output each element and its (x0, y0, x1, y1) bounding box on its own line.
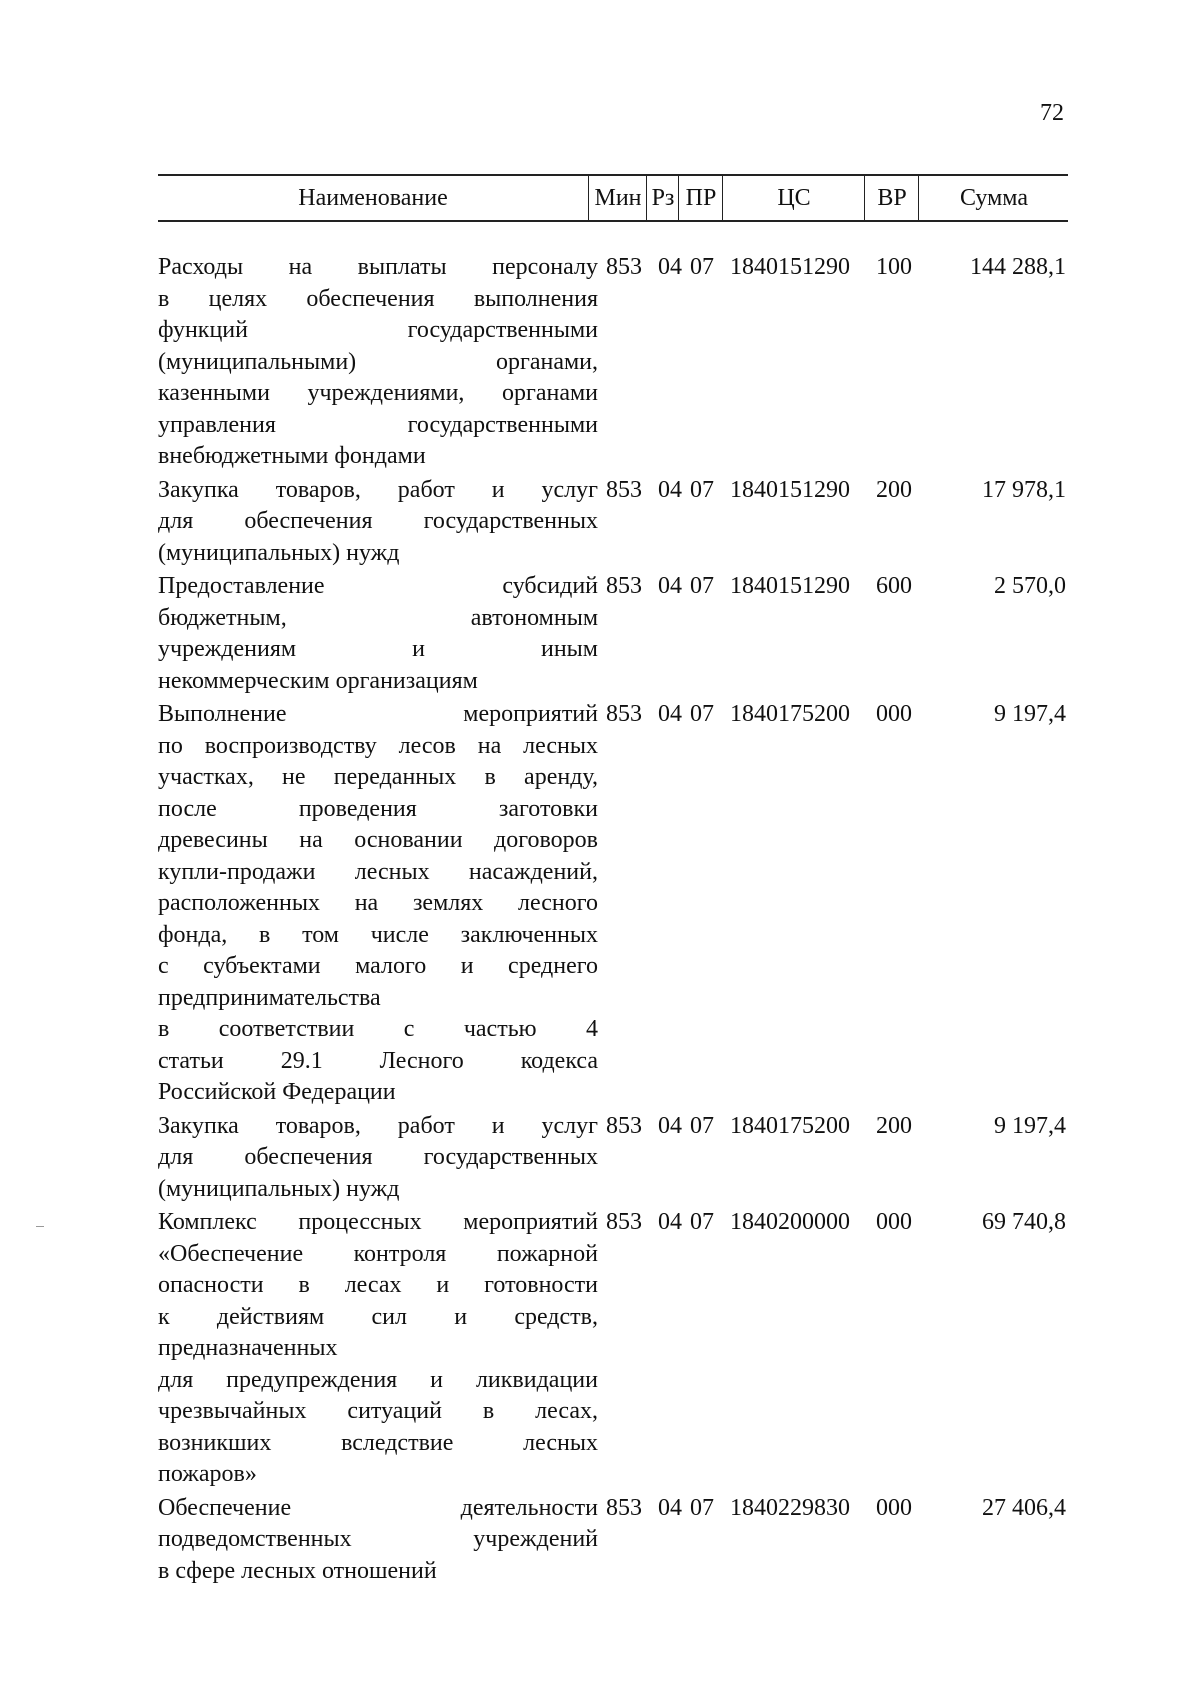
table-row (158, 475, 1068, 570)
row-cs: 1840151290 (730, 573, 850, 599)
row-name-line: (муниципальных) нужд (158, 539, 400, 566)
row-name-line: в сфере лесных отношений (158, 1557, 437, 1584)
row-rz: 04 (658, 701, 682, 727)
row-name-line: функций государственными (158, 317, 598, 343)
row-name-line: Комплекс процессных мероприятий (158, 1209, 598, 1235)
row-name-line: для обеспечения государственных (158, 508, 598, 534)
row-name-line: предназначенных (158, 1335, 338, 1361)
row-name-line: внебюджетными фондами (158, 443, 426, 469)
row-pr: 07 (690, 573, 714, 599)
row-sum: 27 406,4 (982, 1494, 1066, 1521)
table-row (158, 1493, 1068, 1588)
row-pr: 07 (690, 1209, 714, 1235)
header-name: Наименование (298, 185, 448, 211)
row-name-line: (муниципальными) органами, (158, 348, 598, 375)
row-name-line: Закупка товаров, работ и услуг (158, 1112, 598, 1139)
row-rz: 04 (658, 573, 682, 599)
row-name-line: некоммерческим организациям (158, 667, 478, 694)
row-name-line: управления государственными (158, 411, 598, 438)
row-pr: 07 (690, 254, 714, 280)
header-divider (588, 176, 589, 220)
row-name-line: Выполнение мероприятий (158, 701, 598, 727)
row-rz: 04 (658, 1494, 682, 1521)
row-name-line: «Обеспечение контроля пожарной (158, 1240, 598, 1267)
table-row (158, 252, 1068, 473)
row-sum: 2 570,0 (994, 573, 1066, 599)
header-sum: Сумма (960, 185, 1028, 211)
header-rz: Рз (651, 185, 675, 211)
row-name-line: пожаров» (158, 1461, 257, 1487)
row-name-line: Предоставление субсидий (158, 573, 598, 599)
header-min: Мин (594, 185, 642, 211)
row-name-line: учреждениям и иным (158, 636, 598, 662)
row-vr: 000 (876, 1494, 912, 1521)
row-name (158, 475, 598, 570)
row-name-line: древесины на основании договоров (158, 827, 598, 853)
row-name (158, 252, 598, 473)
header-cs: ЦС (777, 185, 811, 211)
row-cs: 1840175200 (730, 701, 850, 727)
row-name-line: статьи 29.1 Лесного кодекса (158, 1047, 598, 1074)
header-divider (918, 176, 919, 220)
row-vr: 000 (876, 1209, 912, 1235)
row-sum: 69 740,8 (982, 1209, 1066, 1235)
row-rz: 04 (658, 254, 682, 280)
row-cs: 1840200000 (730, 1209, 850, 1235)
row-name-line: для предупреждения и ликвидации (158, 1366, 598, 1393)
row-name (158, 699, 598, 1109)
row-pr: 07 (690, 1494, 714, 1521)
row-name-line: в целях обеспечения выполнения (158, 285, 598, 312)
row-min: 853 (606, 1209, 642, 1235)
row-name-line: бюджетным, автономным (158, 604, 598, 631)
header-divider (864, 176, 865, 220)
row-vr: 000 (876, 701, 912, 727)
row-name-line: участках, не переданных в аренду, (158, 764, 598, 790)
scan-artifact (36, 1226, 44, 1227)
row-name-line: купли-продажи лесных насаждений, (158, 858, 598, 885)
row-min: 853 (606, 1494, 642, 1521)
row-name-line: предпринимательства (158, 984, 381, 1011)
header-divider (646, 176, 647, 220)
row-vr: 600 (876, 573, 912, 599)
row-name (158, 1207, 598, 1491)
header-pr: ПР (685, 185, 717, 211)
row-name-line: после проведения заготовки (158, 795, 598, 822)
row-name-line: Расходы на выплаты персоналу (158, 254, 598, 280)
row-sum: 17 978,1 (982, 476, 1066, 503)
page-number: 72 (1040, 100, 1064, 126)
row-pr: 07 (690, 1112, 714, 1139)
row-name-line: для обеспечения государственных (158, 1144, 598, 1170)
table-row (158, 699, 1068, 1109)
row-rz: 04 (658, 1209, 682, 1235)
row-name-line: Закупка товаров, работ и услуг (158, 476, 598, 503)
row-min: 853 (606, 573, 642, 599)
row-name (158, 571, 598, 697)
row-name (158, 1493, 598, 1588)
row-cs: 1840175200 (730, 1112, 850, 1139)
row-name-line: к действиям сил и средств, (158, 1303, 598, 1330)
row-cs: 1840151290 (730, 476, 850, 503)
row-vr: 100 (876, 254, 912, 280)
row-sum: 144 288,1 (970, 254, 1066, 280)
row-min: 853 (606, 701, 642, 727)
row-rz: 04 (658, 1112, 682, 1139)
row-name-line: в соответствии с частью 4 (158, 1016, 598, 1042)
row-min: 853 (606, 476, 642, 503)
table-row (158, 1111, 1068, 1206)
header-divider (722, 176, 723, 220)
row-name (158, 1111, 598, 1206)
row-pr: 07 (690, 476, 714, 503)
row-rz: 04 (658, 476, 682, 503)
row-name-line: Обеспечение деятельности (158, 1494, 598, 1521)
row-sum: 9 197,4 (994, 1112, 1066, 1139)
table-row (158, 1207, 1068, 1491)
row-cs: 1840229830 (730, 1494, 850, 1521)
row-name-line: опасности в лесах и готовности (158, 1272, 598, 1298)
row-cs: 1840151290 (730, 254, 850, 280)
row-pr: 07 (690, 701, 714, 727)
row-name-line: фонда, в том числе заключенных (158, 921, 598, 948)
row-name-line: Российской Федерации (158, 1079, 396, 1105)
table-header (158, 174, 1068, 222)
row-sum: 9 197,4 (994, 701, 1066, 727)
row-name-line: чрезвычайных ситуаций в лесах, (158, 1398, 598, 1424)
row-name-line: расположенных на землях лесного (158, 890, 598, 916)
row-name-line: по воспроизводству лесов на лесных (158, 732, 598, 759)
row-name-line: с субъектами малого и среднего (158, 953, 598, 979)
table-body (158, 252, 1068, 1589)
row-name-line: подведомственных учреждений (158, 1526, 598, 1552)
row-name-line: казенными учреждениями, органами (158, 380, 598, 406)
row-vr: 200 (876, 476, 912, 503)
header-vr: ВР (877, 185, 907, 211)
row-min: 853 (606, 254, 642, 280)
row-name-line: возникших вследствие лесных (158, 1429, 598, 1456)
row-name-line: (муниципальных) нужд (158, 1175, 400, 1202)
row-vr: 200 (876, 1112, 912, 1139)
row-min: 853 (606, 1112, 642, 1139)
table-row (158, 571, 1068, 697)
header-divider (678, 176, 679, 220)
